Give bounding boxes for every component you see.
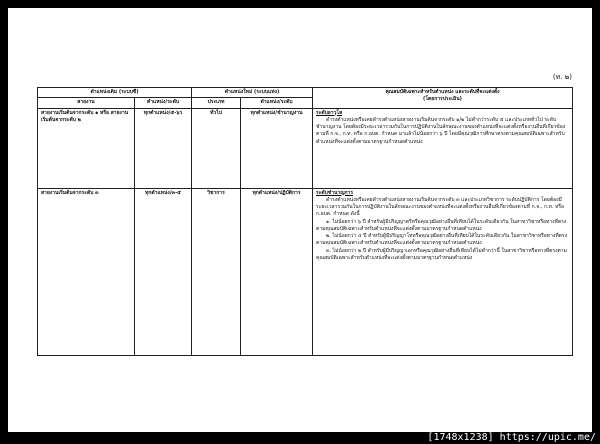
old-pos-cell: ทุกตำแหน่ง/๕-๖ว	[135, 108, 192, 188]
qualification-header-sub: (โดยการประเมิน)	[423, 96, 462, 103]
qualification-text: ดำรงตำแหน่งหรือเคยดำรงตำแหน่งสายงานเริ่มต้นจากระดับ ๑/๒ ไม่ต่ำกว่าระดับ ๕ และประเภททั่วไป ระดับชำนาญงาน โดยต้องมีระยะเวลารวมกันในการปฏิบัติงานในลักษณะงานของตำแหน่งที่จะแต่งตั้งหรืองานอื่นที่เกี่ยวข้องตามที่ ก.จ., ก.ท. หรือ ก.อบต. กำหนด มาแล้วไม่น้อยกว่า ๖ ปี โดยมีคุณวุฒิการศึกษาตรงตามคุณสมบัติเฉพาะสำหรับตำแหน่งที่จะแต่งตั้งตามมาตรฐานกำหนดตำแหน่ง	[316, 116, 566, 145]
qualification-item: ๒. ไม่น้อยกว่า ๔ ปี สำหรับผู้มีปริญญาโทหรือคุณวุฒิอย่างอื่นที่เทียบได้ในระดับเดียวกัน ในสาขาวิชาหรือทางที่ตรงตามคุณสมบัติเฉพาะสำหรับตำแหน่งที่จะแต่งตั้งตามมาตรฐานกำหนดตำแหน่ง	[316, 233, 568, 247]
line-cell: สายงานเริ่มต้นจากระดับ ๓	[38, 188, 135, 355]
qualification-text: ดำรงตำแหน่งหรือเคยดำรงตำแหน่งสายงานเริ่มต้นจากระดับ ๓ และประเภทวิชาการ ระดับปฏิบัติการ โดยต้องมีระยะเวลารวมกันในการปฏิบัติงานในลักษณะงานของตำแหน่งที่จะแต่งตั้งหรืองานอื่นที่เกี่ยวข้องตามที่ ก.จ., ก.ท. หรือ ก.อบต. กำหนด ดังนี้	[316, 196, 564, 218]
position-table	[37, 87, 573, 356]
qualification-title: ระดับชำนาญการ	[316, 189, 354, 196]
document-page	[8, 8, 592, 432]
qualification-cell	[313, 188, 573, 355]
qualification-cell	[313, 108, 573, 188]
line-cell: สายงานเริ่มต้นจากระดับ ๑ หรือ สายงานเริ่มต้นจากระดับ ๒	[38, 108, 135, 188]
qualification-header-title: คุณสมบัติเฉพาะสำหรับตำแหน่ง และระดับที่จะแต่งตั้ง	[385, 89, 500, 95]
type-cell: วิชาการ	[192, 188, 241, 355]
old-pos-cell: ทุกตำแหน่ง/๓-๕	[135, 188, 192, 355]
table-row	[38, 188, 573, 355]
qualification-item: ๓. ไม่น้อยกว่า ๒ ปี สำหรับผู้มีปริญญาเอกหรือคุณวุฒิอย่างอื่นที่เทียบได้ไม่ต่ำกว่านี้ ในสาขาวิชาหรือทางที่ตรงตามคุณสมบัติเฉพาะสำหรับตำแหน่งที่จะแต่งตั้งตามมาตรฐานกำหนดตำแหน่ง	[316, 247, 567, 261]
new-position-header: ตำแหน่งใหม่ (ระบบแท่ง)	[192, 88, 313, 98]
table-row	[38, 108, 573, 188]
col-new-pos-header: ตำแหน่ง/ระดับ	[241, 98, 313, 108]
qualification-item: ๑. ไม่น้อยกว่า ๖ ปี สำหรับผู้มีปริญญาตรีหรือคุณวุฒิอย่างอื่นที่เทียบได้ในระดับเดียวกัน ในสาขาวิชาหรือทางที่ตรงตามคุณสมบัติเฉพาะสำหรับตำแหน่งที่จะแต่งตั้งตามมาตรฐานกำหนดตำแหน่ง	[316, 218, 567, 232]
qualification-title: ระดับอาวุโส	[316, 109, 343, 116]
new-pos-cell: ทุกตำแหน่ง/ชำนาญงาน	[241, 108, 313, 188]
col-line-header: สายงาน	[38, 98, 135, 108]
old-position-header: ตำแหน่งเดิม (ระบบซี)	[38, 88, 192, 98]
type-cell: ทั่วไป	[192, 108, 241, 188]
col-old-pos-header: ตำแหน่ง/ระดับ	[135, 98, 192, 108]
header-row-1	[38, 88, 573, 98]
new-pos-cell: ทุกตำแหน่ง/ปฏิบัติการ	[241, 188, 313, 355]
image-watermark: [1748x1238] https://upic.me/	[427, 432, 596, 443]
qualification-header	[313, 88, 573, 109]
page-number: (ท. ๒)	[552, 73, 572, 81]
col-type-header: ประเภท	[192, 98, 241, 108]
